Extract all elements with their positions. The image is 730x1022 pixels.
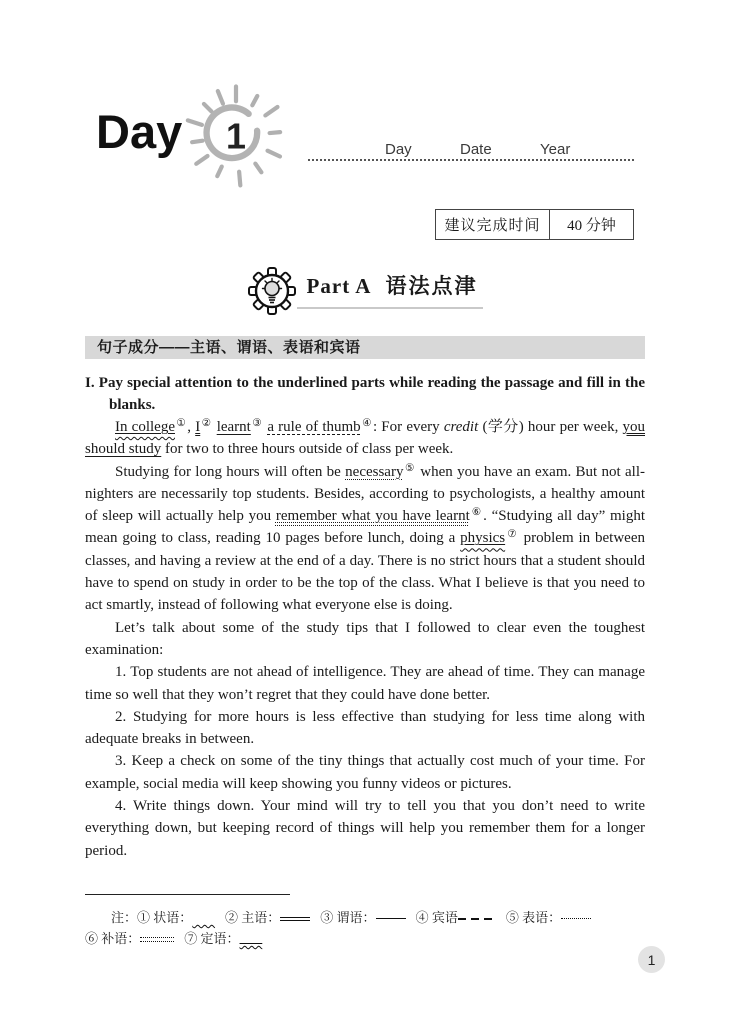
- mark-attr: physics: [460, 530, 506, 547]
- part-a-title: 语法点津: [385, 274, 478, 298]
- circled-number: ③: [251, 418, 263, 429]
- passage-paragraph: 3. Keep a check on some of the tiny things that actually cost much of your time. For example, social media will keep showing you funny videos or pictures.: [85, 753, 645, 792]
- mark-subj: I: [195, 419, 201, 435]
- passage-paragraph: 4. Write things down. Your mind will try to tell you that you don’t need to write everything down, but keeping record of things will help you remember them for a longer period.: [85, 798, 645, 859]
- day-wordmark: Day: [96, 105, 183, 158]
- legend-item-label: ④ 宾语: [415, 909, 458, 925]
- legend-mark-solid: [376, 918, 406, 919]
- legend-item: [320, 910, 405, 925]
- footnote-label: 注：: [111, 909, 138, 925]
- italic-term: credit: [443, 419, 479, 435]
- legend-item-label: ⑥ 补语：: [85, 930, 141, 946]
- legend-mark-dashed: [458, 918, 496, 919]
- legend-mark-wavy: [192, 910, 215, 925]
- suggested-time-value: 40 分钟: [567, 218, 616, 234]
- footnote-legend: [85, 907, 645, 949]
- date-fill-in-line: [308, 159, 634, 161]
- field-label-date: Date: [460, 141, 492, 158]
- legend-item-label: ⑤ 表语：: [505, 909, 562, 925]
- field-label-year: Year: [540, 141, 571, 158]
- circled-number: ⑥: [470, 507, 483, 519]
- passage-paragraph: Studying for long hours will often be necessary⑤ when you have an exam. But not all-nighters are necessarily top students. Besides, according to psychologists, a healthy amount of sleep will actually help you remember what you have learnt⑥. “Studying all day” might mean going to class, reading 10 pages before lunch, doing a physics⑦ problem in between classes, and having a review at the end of a day. There is no strict hours that a student should have to spend on study in order to be the top of the class. What I believe is that you need to act smartly, instead of following what everyone else is doing.: [85, 462, 645, 614]
- reading-passage: [85, 416, 645, 862]
- circled-number: ⑤: [404, 462, 415, 474]
- legend-item: [416, 910, 496, 925]
- legend-item: [184, 931, 262, 946]
- passage-paragraph: In college①, I② learnt③ a rule of thumb④: For every credit (学分) hour per week, you should study for two to three hours outside of class per week.: [85, 418, 646, 458]
- legend-item: [137, 910, 215, 925]
- circled-number: ②: [201, 418, 212, 429]
- footnote-divider: [85, 894, 290, 895]
- legend-mark-double: [280, 917, 310, 921]
- suggested-time-box: [435, 209, 634, 240]
- legend-mark-linewavy: [240, 931, 263, 946]
- grammar-topic-bar: 句子成分——主语、谓语、表语和宾语: [85, 336, 645, 359]
- legend-item: [85, 931, 174, 946]
- gear-lightbulb-icon: [247, 266, 297, 316]
- exercise-instruction: I. Pay special attention to the underlined parts while reading the passage and fill in the blanks.: [85, 375, 645, 413]
- part-a-heading: [0, 266, 730, 309]
- passage-paragraph: 1. Top students are not ahead of intelligence. They are ahead of time. They can manage time so well that they won’t regret that they could have done better.: [85, 664, 645, 703]
- mark-attr: In college: [115, 419, 175, 435]
- legend-mark-dotted: [561, 918, 591, 919]
- page-number-badge: 1: [638, 946, 665, 973]
- suggested-time-label: 建议完成时间: [436, 210, 550, 239]
- passage-paragraph: Let’s talk about some of the study tips that I followed to clear even the toughest examination:: [85, 619, 645, 658]
- legend-item: [225, 910, 310, 925]
- circled-number: ⑦: [506, 529, 518, 541]
- legend-item-label: ② 主语：: [225, 909, 281, 925]
- part-a-label: Part A: [306, 274, 372, 298]
- legend-item: [506, 910, 591, 925]
- legend-item-label: ③ 谓语：: [320, 909, 376, 925]
- mark-comp: remember what you have learnt: [275, 508, 470, 525]
- field-label-day: Day: [385, 141, 412, 158]
- legend-item-label: ① 状语：: [137, 909, 193, 925]
- part-a-title-block: [297, 270, 484, 309]
- circled-number: ①: [176, 418, 187, 429]
- circled-number: ④: [361, 418, 372, 429]
- sun-icon: [178, 78, 294, 194]
- sun-number: 1: [226, 116, 246, 157]
- mark-pred: learnt: [216, 419, 251, 435]
- mark-obj: a rule of thumb: [267, 419, 361, 435]
- passage-paragraph: 2. Studying for more hours is less effective than studying for less time along with adequate breaks in between.: [85, 708, 645, 748]
- legend-item-label: ⑦ 定语：: [184, 930, 240, 946]
- mark-predv: necessary: [345, 463, 404, 480]
- content-column: [85, 336, 645, 949]
- mark-subj: you: [622, 419, 646, 435]
- mark-pred: should study: [85, 441, 162, 458]
- legend-mark-colon: [140, 937, 174, 942]
- footnote: [85, 894, 645, 949]
